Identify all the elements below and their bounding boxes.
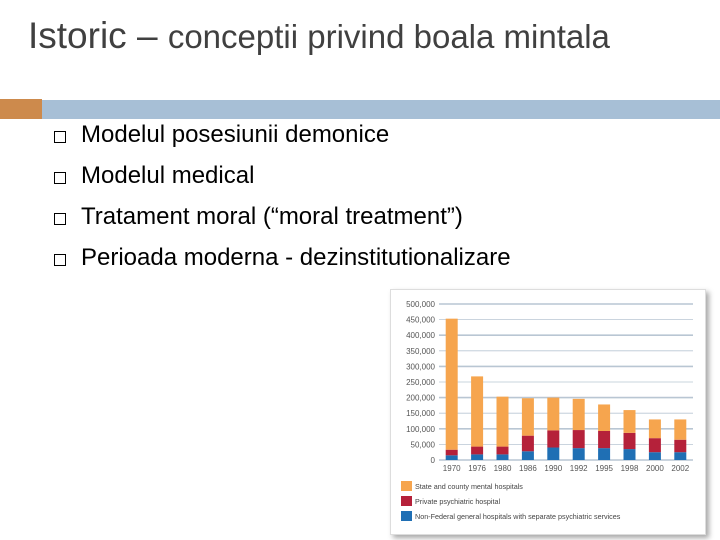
square-bullet-icon: [54, 172, 66, 184]
bullet-list: [54, 118, 511, 282]
bullet-text: Modelul posesiunii demonice: [81, 121, 390, 148]
stacked-bar-chart: [391, 290, 705, 534]
bar-segment: [471, 376, 483, 446]
x-tick-label: 1980: [493, 464, 512, 473]
bar-segment: [598, 448, 610, 460]
y-tick-label: 350,000: [406, 346, 435, 356]
y-tick-label: 300,000: [406, 362, 435, 372]
legend-label: Private psychiatric hospital: [415, 497, 501, 506]
bar-segment: [624, 449, 636, 460]
bar-segment: [573, 448, 585, 460]
x-tick-label: 1990: [544, 464, 563, 473]
bar-segment: [497, 397, 509, 447]
slide-title-rest: conceptii privind boala mintala: [167, 18, 610, 55]
bullet-text: Modelul medical: [81, 162, 255, 189]
bar-segment: [497, 454, 509, 460]
x-tick-label: 1992: [569, 464, 588, 473]
bar-segment: [674, 452, 686, 460]
bar-segment: [522, 436, 534, 452]
bar-segment: [547, 448, 559, 460]
y-tick-label: 400,000: [406, 331, 435, 341]
bar-segment: [573, 399, 585, 430]
square-bullet-icon: [54, 254, 66, 266]
bar-segment: [573, 430, 585, 448]
bar-segment: [598, 404, 610, 431]
legend-swatch: [401, 496, 412, 506]
y-tick-label: 50,000: [410, 440, 435, 450]
y-tick-label: 250,000: [406, 378, 435, 387]
square-bullet-icon: [54, 213, 66, 225]
bar-segment: [522, 451, 534, 460]
legend-label: State and county mental hospitals: [415, 482, 523, 491]
bar-segment: [446, 319, 458, 450]
x-tick-label: 1998: [620, 464, 639, 473]
x-tick-label: 1986: [519, 464, 537, 473]
chart-image: [390, 289, 706, 535]
bullet-item: [54, 241, 511, 282]
bar-segment: [497, 447, 509, 455]
bar-segment: [522, 398, 534, 435]
x-tick-label: 1976: [468, 464, 486, 473]
y-tick-label: 0: [430, 456, 435, 465]
bullet-item: [54, 159, 511, 200]
legend-label: Non-Federal general hospitals with separate psychiatric services: [415, 512, 621, 521]
bar-segment: [471, 447, 483, 455]
bar-segment: [547, 398, 559, 431]
accent-bar-left: [0, 99, 42, 119]
bullet-text: Perioada moderna - dezinstitutionalizare: [81, 244, 511, 271]
y-tick-label: 450,000: [406, 315, 435, 325]
bullet-item: [54, 200, 511, 241]
x-tick-label: 2002: [671, 464, 690, 473]
slide-title-main: Istoric –: [28, 15, 168, 56]
legend-swatch: [401, 511, 412, 521]
x-tick-label: 1970: [442, 464, 461, 473]
y-tick-label: 200,000: [406, 393, 435, 403]
bar-segment: [471, 454, 483, 460]
bullet-text: Tratament moral (“moral treatment”): [81, 203, 463, 230]
bar-segment: [446, 450, 458, 456]
y-tick-label: 100,000: [406, 424, 435, 434]
y-tick-label: 500,000: [406, 300, 435, 309]
accent-bar-right: [42, 100, 720, 119]
x-tick-label: 2000: [646, 464, 664, 473]
bar-segment: [598, 431, 610, 448]
legend-swatch: [401, 481, 412, 491]
bar-segment: [674, 440, 686, 452]
bar-segment: [547, 430, 559, 447]
bar-segment: [649, 452, 661, 460]
x-tick-label: 1995: [595, 464, 613, 473]
bar-segment: [624, 433, 636, 449]
slide-title: [28, 12, 668, 61]
bar-segment: [649, 419, 661, 438]
bar-segment: [649, 438, 661, 452]
bar-segment: [674, 419, 686, 439]
bar-segment: [624, 410, 636, 433]
bullet-item: [54, 118, 511, 159]
bar-segment: [446, 455, 458, 460]
y-tick-label: 150,000: [406, 409, 435, 419]
square-bullet-icon: [54, 131, 66, 143]
